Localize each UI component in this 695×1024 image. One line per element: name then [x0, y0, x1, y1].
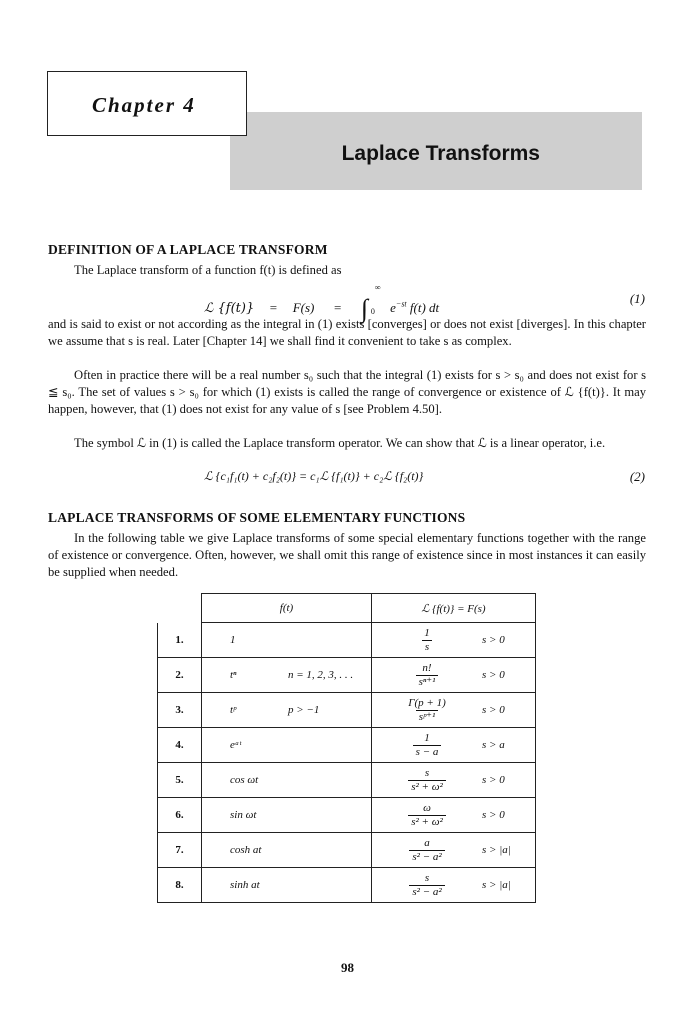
section-heading-elementary: LAPLACE TRANSFORMS OF SOME ELEMENTARY FUNCTIONS — [48, 510, 466, 525]
row-function — [202, 833, 372, 868]
chapter-title: Laplace Transforms — [341, 142, 540, 165]
page-number: 98 — [341, 960, 354, 975]
eq1-integrand-base: e — [390, 300, 396, 315]
fraction-numerator: 1 — [424, 626, 430, 639]
transform-fraction — [372, 767, 482, 794]
function-expression: cos ωt — [230, 774, 259, 786]
fraction-numerator: 1 — [424, 731, 430, 744]
function-expression: cosh at — [230, 844, 262, 856]
range-of-convergence: s > 0 — [482, 809, 505, 821]
chapter-title-band — [230, 112, 642, 190]
fraction-numerator: s — [424, 766, 430, 779]
row-number: 6. — [158, 798, 202, 833]
equation-2: ℒ {c₁f₁(t) + c₂f₂(t)} = c₁ℒ {f₁(t)} + c₂ℒ {f₂(t)} — [204, 469, 424, 483]
transform-fraction — [372, 872, 482, 899]
table-row — [158, 728, 536, 763]
row-function — [202, 658, 372, 693]
row-number: 5. — [158, 763, 202, 798]
range-of-convergence: s > |a| — [482, 879, 511, 891]
row-function — [202, 763, 372, 798]
fraction-numerator: a — [424, 836, 430, 849]
row-transform — [372, 868, 536, 903]
chapter-label-box — [47, 71, 247, 136]
definition-paragraph-1: and is said to exist or not according as the integral in (1) exists [converges] or does not exist [diverges]. In this chapter we assume that s is real. Later [Chapter 14] we shall find it convenient to take s as complex. — [48, 317, 646, 348]
function-expression: tⁿ — [230, 669, 237, 681]
row-function — [202, 693, 372, 728]
integral-sign: ∫ — [360, 294, 369, 323]
table-row — [158, 868, 536, 903]
fraction-denominator: sᵖ⁺¹ — [416, 710, 439, 724]
row-transform — [372, 763, 536, 798]
table-header-row — [158, 594, 536, 623]
range-of-convergence: s > 0 — [482, 774, 505, 786]
table-row — [158, 658, 536, 693]
function-condition: p > −1 — [288, 704, 320, 716]
fraction-denominator: s² − a² — [409, 850, 444, 864]
range-of-convergence: s > |a| — [482, 844, 511, 856]
equation-1-number: (1) — [629, 291, 645, 306]
definition-paragraph-2: Often in practice there will be a real number s₀ such that the integral (1) exists for s > s₀ and does not exist for s ≦ s₀. The set of values s > s₀ for which (1) exists is called the range of convergence or existence of ℒ {f(t)}. It may happen, however, that (1) does not exist for any value of s [see Problem 4.50]. — [48, 368, 646, 416]
row-number: 2. — [158, 658, 202, 693]
equation-2-number: (2) — [629, 469, 645, 484]
fraction-denominator: s — [422, 640, 432, 654]
table-header-F: ℒ {f(t)} = F(s) — [372, 594, 536, 623]
row-function — [202, 728, 372, 763]
table-row — [158, 763, 536, 798]
fraction-denominator: s² − a² — [409, 885, 444, 899]
transform-fraction — [372, 697, 482, 724]
eq1-integrand-rest: f(t) dt — [409, 300, 440, 315]
row-number: 3. — [158, 693, 202, 728]
row-function — [202, 623, 372, 658]
equation-1 — [204, 283, 440, 323]
function-expression: sin ωt — [230, 809, 257, 821]
range-of-convergence: s > 0 — [482, 669, 505, 681]
row-number: 7. — [158, 833, 202, 868]
fraction-numerator: ω — [423, 801, 431, 814]
fraction-numerator: n! — [422, 661, 432, 674]
eq1-mid: F(s) — [292, 300, 315, 315]
function-expression: eᵃᵗ — [230, 739, 242, 751]
row-number: 8. — [158, 868, 202, 903]
transform-fraction — [372, 802, 482, 829]
eq1-equals-2: = — [333, 300, 342, 315]
fraction-numerator: s — [424, 871, 430, 884]
transform-fraction — [372, 732, 482, 759]
row-transform — [372, 623, 536, 658]
fraction-numerator: Γ(p + 1) — [408, 696, 446, 709]
row-transform — [372, 693, 536, 728]
chapter-label: Chapter 4 — [92, 93, 196, 117]
table-row — [158, 833, 536, 868]
eq1-equals: = — [269, 300, 278, 315]
function-expression: tᵖ — [230, 704, 237, 716]
range-of-convergence: s > a — [482, 739, 505, 751]
row-transform — [372, 798, 536, 833]
row-number: 4. — [158, 728, 202, 763]
table-row — [158, 798, 536, 833]
fraction-denominator: s² + ω² — [408, 815, 446, 829]
integral-upper-limit: ∞ — [374, 283, 381, 292]
range-of-convergence: s > 0 — [482, 704, 505, 716]
definition-intro: The Laplace transform of a function f(t) is defined as — [74, 263, 342, 277]
table-row — [158, 693, 536, 728]
table-header-f: f(t) — [202, 594, 372, 623]
laplace-table — [157, 593, 536, 903]
function-condition: n = 1, 2, 3, . . . — [288, 669, 354, 681]
integral-lower-limit: 0 — [370, 307, 375, 316]
row-function — [202, 868, 372, 903]
row-number: 1. — [158, 623, 202, 658]
row-transform — [372, 728, 536, 763]
function-expression: sinh at — [230, 879, 260, 891]
row-transform — [372, 833, 536, 868]
fraction-denominator: s² + ω² — [408, 780, 446, 794]
section-heading-definition: DEFINITION OF A LAPLACE TRANSFORM — [48, 242, 328, 257]
elementary-intro: In the following table we give Laplace transforms of some special elementary functions together with the range of existence or convergence. Often, however, we shall omit this range of existence since in most instances it can easily be supplied when needed. — [48, 531, 646, 579]
transform-fraction — [372, 662, 482, 689]
transform-fraction — [372, 837, 482, 864]
fraction-denominator: s − a — [413, 745, 442, 759]
fraction-denominator: sⁿ⁺¹ — [416, 675, 439, 689]
eq1-exponent: −st — [395, 299, 407, 309]
row-transform — [372, 658, 536, 693]
transform-fraction — [372, 627, 482, 654]
table-row — [158, 623, 536, 658]
row-function — [202, 798, 372, 833]
eq1-lhs: ℒ {f(t)} — [204, 301, 255, 316]
range-of-convergence: s > 0 — [482, 634, 505, 646]
function-expression: 1 — [230, 634, 236, 646]
definition-paragraph-3: The symbol ℒ in (1) is called the Laplace transform operator. We can show that ℒ is a linear operator, i.e. — [74, 436, 606, 450]
table-body — [158, 623, 536, 903]
